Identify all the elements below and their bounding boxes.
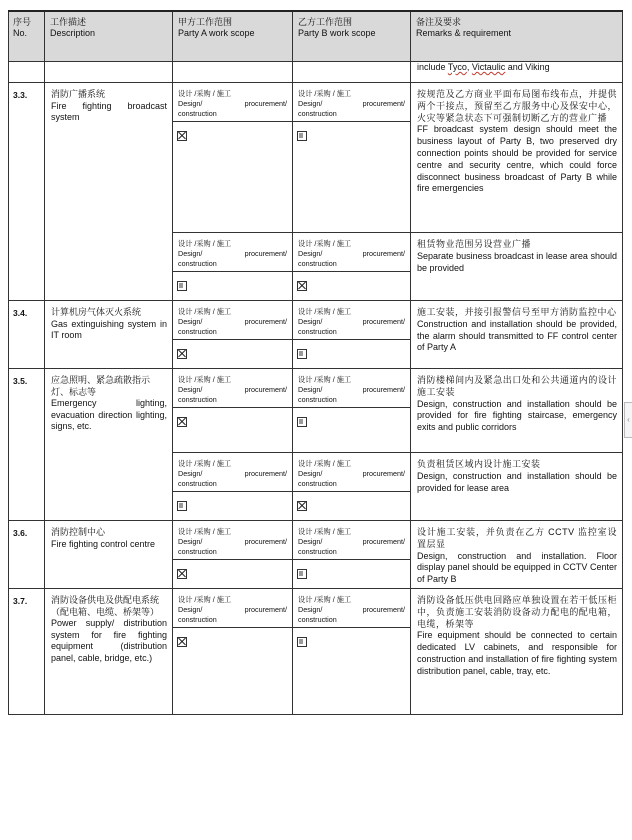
- party-a-check[interactable]: [173, 272, 293, 301]
- checked-box-icon[interactable]: [177, 131, 187, 141]
- scope-table-page: [8, 10, 622, 715]
- header-party-b: 乙方工作范围 Party B work scope: [293, 11, 411, 62]
- party-b-scope: 设计 /采购 / 施工 Design/ procurement/ construction: [293, 369, 411, 408]
- party-a-scope: 设计 /采购 / 施工 Design/ procurement/ construction: [173, 301, 293, 340]
- row-number: 3.3.: [9, 83, 45, 301]
- party-a-check[interactable]: [173, 340, 293, 369]
- party-b-scope: 设计 /采购 / 施工 Design/ procurement/ construction: [293, 521, 411, 560]
- unchecked-box-icon[interactable]: [297, 569, 307, 579]
- work-scope-table: [8, 10, 623, 715]
- unchecked-box-icon[interactable]: [297, 131, 307, 141]
- party-a-scope: 设计 /采购 / 施工 Design/ procurement/ construction: [173, 589, 293, 628]
- side-collapse-tab-icon[interactable]: ‹: [624, 402, 632, 438]
- header-no: 序号 No.: [9, 11, 45, 62]
- party-b-scope: 设计 /采购 / 施工 Design/ procurement/ construction: [293, 589, 411, 628]
- party-a-scope: 设计 /采购 / 施工 Design/ procurement/ construction: [173, 453, 293, 492]
- table-row: [9, 589, 623, 628]
- party-b-scope: 设计 /采购 / 施工 Design/ procurement/ construction: [293, 453, 411, 492]
- checked-box-icon[interactable]: [297, 501, 307, 511]
- party-a-check[interactable]: [173, 492, 293, 521]
- row-remark: 租赁物业范围另设营业广播 Separate business broadcast in lease area should be provided: [411, 233, 623, 301]
- party-a-check[interactable]: [173, 560, 293, 589]
- party-a-scope: 设计 /采购 / 施工 Design/ procurement/ construction: [173, 233, 293, 272]
- party-b-check[interactable]: [293, 560, 411, 589]
- table-row: [9, 301, 623, 340]
- party-b-check[interactable]: [293, 340, 411, 369]
- row-number: 3.5.: [9, 369, 45, 521]
- row-remark: 消防设备低压供电回路应单独设置在若干低压柜中，负责施工安装消防设备动力配电的配电箱，电缆，桥架等 Fire equipment should be connected to certain dedicated LV cabinets, and responsible for construction and installation of fire fighting system distribution panel, cable, tray, etc.: [411, 589, 623, 715]
- row-description: 消防控制中心 Fire fighting control centre: [45, 521, 173, 589]
- table-row: [9, 83, 623, 122]
- checked-box-icon[interactable]: [177, 569, 187, 579]
- row-remark: 施工安装，并接引报警信号至甲方消防监控中心 Construction and installation should be provided, the alarm should transmitted to FF control center of Party A: [411, 301, 623, 369]
- header-party-a: 甲方工作范围 Party A work scope: [173, 11, 293, 62]
- party-a-scope: 设计 /采购 / 施工 Design/ procurement/ construction: [173, 521, 293, 560]
- unchecked-box-icon[interactable]: [177, 501, 187, 511]
- party-a-check[interactable]: [173, 628, 293, 715]
- row-description: 应急照明、紧急疏散指示灯、标志等 Emergency lighting, evacuation direction lighting, signs, etc.: [45, 369, 173, 521]
- checked-box-icon[interactable]: [177, 637, 187, 647]
- row-remark: 按规范及乙方商业平面布局图布线布点，并提供两个干接点，预留至乙方服务中心及保安中心，火灾等紧急状态下可强制切断乙方的营业广播 FF broadcast system design should meet the business layout of Party B, two preserved dry connection points should be provided for service centre and security centre, which could force disconnect business broadcast of Party B while fire emergencies: [411, 83, 623, 233]
- row-remark: 负责租赁区域内设计施工安装 Design, construction and installation should be provided for lease area: [411, 453, 623, 521]
- unchecked-box-icon[interactable]: [297, 417, 307, 427]
- row-description: 计算机房气体灭火系统 Gas extinguishing system in IT room: [45, 301, 173, 369]
- party-b-scope: 设计 /采购 / 施工 Design/ procurement/ construction: [293, 301, 411, 340]
- party-b-check[interactable]: [293, 492, 411, 521]
- party-b-check[interactable]: [293, 122, 411, 233]
- header-remarks: 备注及要求 Remarks & requirement: [411, 11, 623, 62]
- row-number: 3.4.: [9, 301, 45, 369]
- row-remark: 设计施工安装，并负责在乙方 CCTV 监控室设置层显 Design, construction and installation. Floor display panel should be equipped in CCTV Center of Party B: [411, 521, 623, 589]
- unchecked-box-icon[interactable]: [177, 281, 187, 291]
- unchecked-box-icon[interactable]: [297, 637, 307, 647]
- unchecked-box-icon[interactable]: [297, 349, 307, 359]
- party-b-check[interactable]: [293, 628, 411, 715]
- header-row: [9, 11, 623, 62]
- checked-box-icon[interactable]: [177, 417, 187, 427]
- row-description: 消防广播系统 Fire fighting broadcast system: [45, 83, 173, 301]
- row-number: 3.7.: [9, 589, 45, 715]
- row-remark: 消防楼梯间内及紧急出口处和公共通道内的设计施工安装 Design, construction and installation should be provided for fire fighting staircase, emergency exits and public corridors: [411, 369, 623, 453]
- party-a-check[interactable]: [173, 408, 293, 453]
- table-row: [9, 369, 623, 408]
- party-b-check[interactable]: [293, 272, 411, 301]
- party-a-scope: 设计 /采购 / 施工 Design/ procurement/ construction: [173, 83, 293, 122]
- header-description: 工作描述 Description: [45, 11, 173, 62]
- row-number: 3.6.: [9, 521, 45, 589]
- continuation-remark: include Tyco, Victaulic and Viking: [411, 62, 623, 83]
- party-b-scope: 设计 /采购 / 施工 Design/ procurement/ construction: [293, 83, 411, 122]
- party-b-check[interactable]: [293, 408, 411, 453]
- party-a-scope: 设计 /采购 / 施工 Design/ procurement/ construction: [173, 369, 293, 408]
- row-description: 消防设备供电及供配电系统（配电箱、电缆、桥架等） Power supply/ distribution system for fire fighting equipment (distribution panel, cable, bridge, etc.): [45, 589, 173, 715]
- checked-box-icon[interactable]: [297, 281, 307, 291]
- continuation-row: [9, 62, 623, 83]
- checked-box-icon[interactable]: [177, 349, 187, 359]
- table-row: [9, 521, 623, 560]
- party-a-check[interactable]: [173, 122, 293, 233]
- party-b-scope: 设计 /采购 / 施工 Design/ procurement/ construction: [293, 233, 411, 272]
